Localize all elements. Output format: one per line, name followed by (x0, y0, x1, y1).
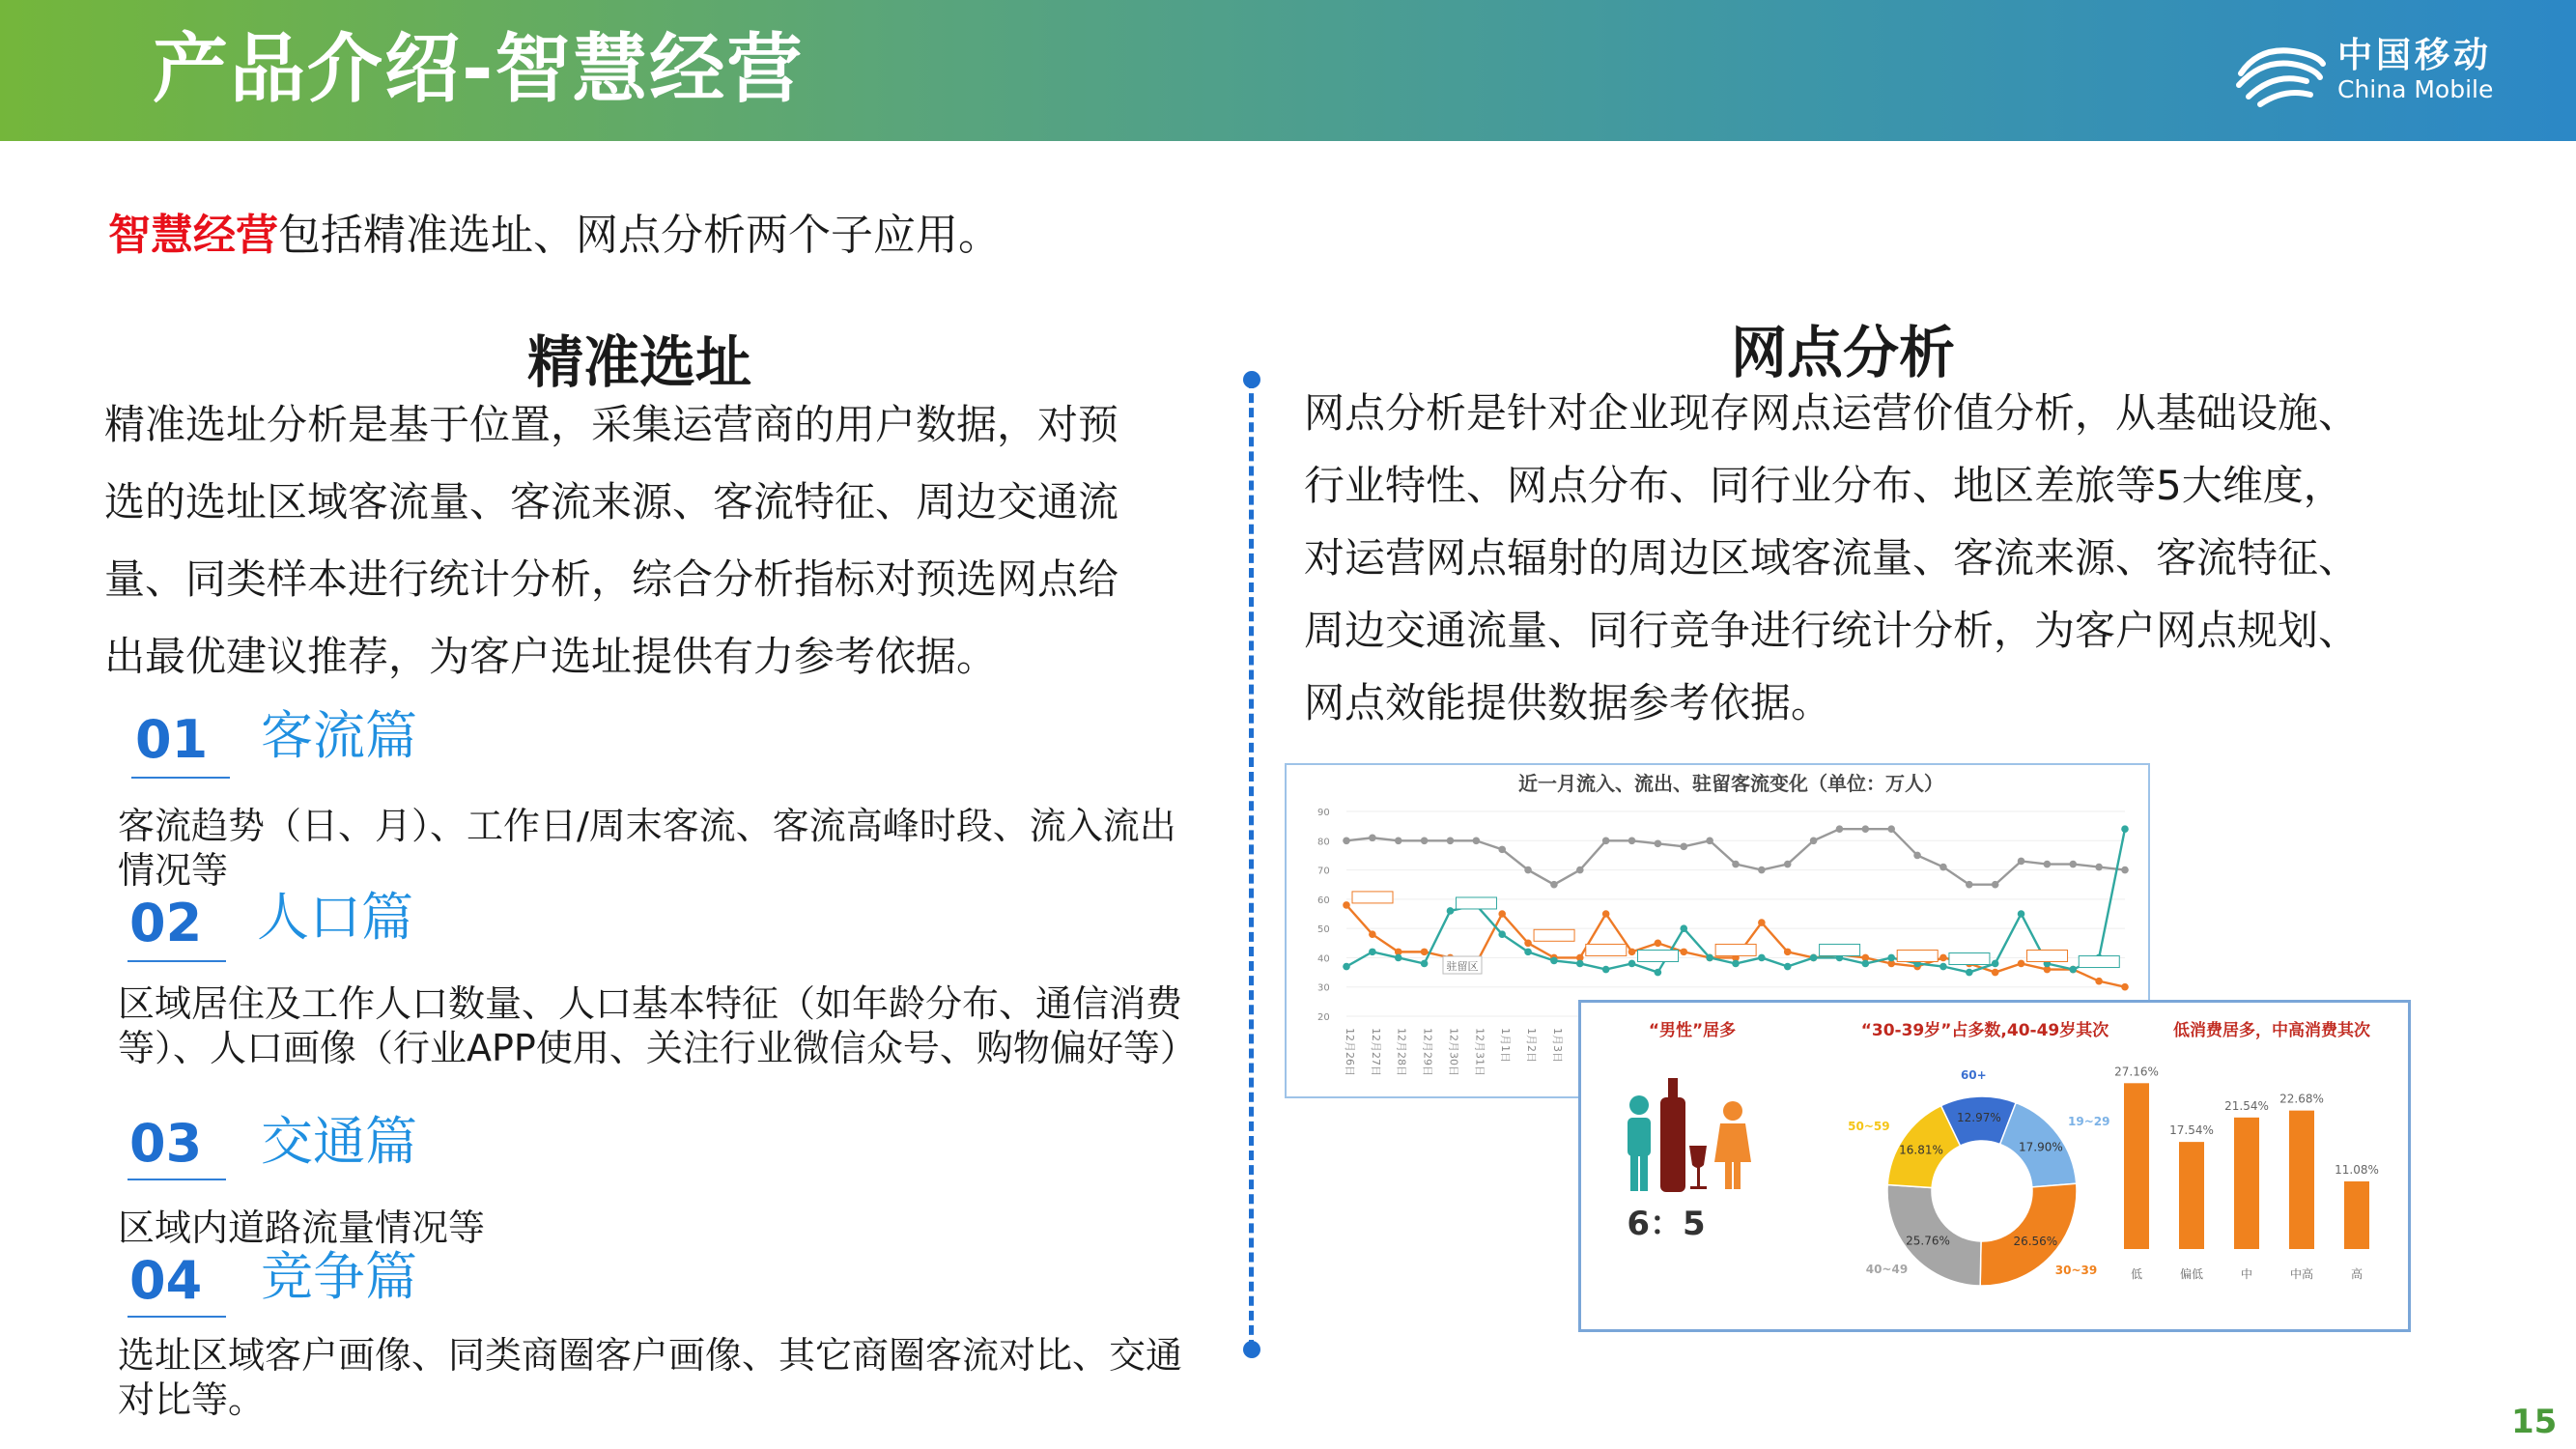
slice-value-label: 12.97% (1957, 1111, 2001, 1125)
data-point (1421, 960, 1429, 968)
data-point (1628, 960, 1636, 968)
right-section-title: 网点分析 (1731, 320, 1956, 385)
x-tick-label: 1月3日 (1550, 1028, 1564, 1063)
annotation-badge (1534, 929, 1574, 941)
data-point (1343, 837, 1350, 844)
bar-value-label: 21.54% (2224, 1098, 2269, 1113)
data-point (1421, 837, 1429, 844)
annotation-badge (2079, 956, 2119, 968)
sub-underline (127, 1316, 226, 1318)
age-chart-title: “30-39岁”占多数,40-49岁其次 (1860, 1021, 2109, 1040)
bar-value-label: 22.68% (2279, 1092, 2324, 1106)
data-point (1369, 930, 1376, 938)
sub-number: 04 (129, 1250, 203, 1311)
data-point (1784, 949, 1792, 956)
data-point (1758, 919, 1766, 926)
data-point (1810, 837, 1818, 844)
data-point (2121, 983, 2129, 991)
sub-underline (127, 1179, 226, 1180)
bar-value-label: 11.08% (2335, 1162, 2379, 1177)
china-mobile-logo-icon (2231, 35, 2328, 112)
data-point (2095, 864, 2103, 871)
data-point (1836, 825, 1844, 833)
data-point (1550, 881, 1558, 889)
x-tick-label: 12月26日 (1344, 1028, 1356, 1076)
slice-category-label: 19~29 (2068, 1115, 2110, 1129)
bar-category-label: 高 (2350, 1267, 2364, 1281)
data-point (1887, 954, 1895, 962)
bar (2344, 1181, 2369, 1249)
female-figure-icon (1714, 1101, 1751, 1189)
data-point (1369, 834, 1376, 841)
data-point (1447, 907, 1455, 915)
data-point (1939, 954, 1947, 962)
slice-category-label: 40~49 (1865, 1263, 1909, 1277)
sub-underline (131, 777, 230, 779)
header-banner (0, 0, 2576, 141)
data-point (1524, 949, 1532, 956)
gender-ratio: 6：5 (1627, 1205, 1706, 1243)
data-point (1655, 939, 1662, 947)
bar (2234, 1118, 2259, 1249)
intro-highlight: 智慧经营 (108, 211, 278, 260)
data-point (1680, 843, 1687, 851)
demographic-panel-svg (1581, 1003, 2408, 1329)
sub-number: 01 (135, 709, 209, 770)
x-tick-label: 12月27日 (1369, 1028, 1382, 1076)
annotation-badge (1715, 944, 1756, 955)
bar-category-label: 中 (2240, 1267, 2253, 1281)
sub-description: 区域居住及工作人口数量、人口基本特征（如年龄分布、通信消费等）、人口画像（行业APP使用、关注行业微信众号、购物偏好等） (118, 982, 1197, 1069)
page-number: 15 (2511, 1403, 2558, 1441)
annotation-badge (1897, 950, 1938, 961)
data-point (2121, 867, 2129, 874)
left-paragraph-line: 出最优建议推荐，为客户选址提供有力参考依据。 (104, 633, 998, 680)
data-point (2018, 960, 2025, 968)
annotation-badge (2027, 950, 2068, 961)
y-tick-label: 20 (1317, 1012, 1330, 1023)
right-paragraph-line: 行业特性、网点分布、同行业分布、地区差旅等5大维度， (1304, 462, 2344, 509)
y-tick-label: 50 (1317, 924, 1330, 936)
divider-dot-bottom (1243, 1341, 1260, 1358)
bar (2124, 1083, 2149, 1249)
slice-value-label: 17.90% (2018, 1140, 2063, 1154)
wine-glass-icon (1689, 1146, 1707, 1189)
data-point (1343, 901, 1350, 909)
data-point (2095, 978, 2103, 985)
sub-name: 人口篇 (257, 887, 413, 948)
gender-title: “男性”居多 (1648, 1021, 1737, 1040)
china-mobile-logo (2231, 35, 2521, 112)
logo-text-cn: 中国移动 (2337, 36, 2493, 75)
data-point (1732, 861, 1740, 868)
data-point (1887, 825, 1895, 833)
data-point (1498, 930, 1506, 938)
annotation-badge (1820, 944, 1860, 955)
data-point (1966, 969, 1973, 977)
y-tick-label: 80 (1317, 837, 1330, 848)
sub-name: 交通篇 (261, 1111, 417, 1172)
data-point (2069, 861, 2077, 868)
annotation-badge (1638, 950, 1679, 961)
data-point (2044, 861, 2052, 868)
y-tick-label: 90 (1317, 808, 1330, 818)
data-point (2018, 858, 2025, 866)
slice-category-label: 50~59 (1848, 1119, 1890, 1133)
data-point (1602, 837, 1610, 844)
data-point (1913, 852, 1921, 860)
data-point (1473, 837, 1481, 844)
x-tick-label: 12月29日 (1421, 1028, 1434, 1076)
data-point (1369, 949, 1376, 956)
bar-category-label: 低 (2130, 1267, 2143, 1281)
series-line (1346, 829, 2125, 885)
data-point (1680, 949, 1687, 956)
y-tick-label: 70 (1317, 866, 1330, 877)
legend-box (1443, 956, 1482, 974)
bar-value-label: 17.54% (2169, 1123, 2214, 1138)
data-point (2018, 910, 2025, 918)
bar-category-label: 中高 (2289, 1267, 2314, 1281)
logo-text-en: China Mobile (2337, 75, 2494, 103)
left-section-title: 精准选址 (527, 329, 752, 395)
data-point (1655, 840, 1662, 848)
data-point (1810, 954, 1818, 962)
y-tick-label: 40 (1317, 953, 1330, 965)
data-point (1395, 954, 1402, 962)
annotation-badge (1949, 953, 1990, 965)
slice-category-label: 60+ (1960, 1068, 1987, 1083)
right-paragraph-line: 网点分析是针对企业现存网点运营价值分析，从基础设施、 (1304, 389, 2360, 437)
column-divider (1249, 379, 1254, 1350)
data-point (1992, 881, 1999, 889)
bar-value-label: 27.16% (2114, 1065, 2159, 1079)
x-tick-label: 1月2日 (1525, 1028, 1539, 1063)
data-point (2121, 825, 2129, 833)
data-point (1655, 969, 1662, 977)
wine-bottle-icon (1660, 1078, 1685, 1192)
data-point (1784, 861, 1792, 868)
data-point (1784, 963, 1792, 971)
left-paragraph-line: 量、同类样本进行统计分析，综合分析指标对预选网点给 (104, 555, 1119, 603)
demographic-panel (1578, 1000, 2411, 1332)
slice-value-label: 25.76% (1906, 1234, 1950, 1248)
sub-underline (127, 960, 226, 962)
chart-title: 近一月流入、流出、驻留客流变化（单位：万人） (1518, 772, 1943, 795)
slice-category-label: 30~39 (2054, 1264, 2098, 1278)
x-tick-label: 12月28日 (1395, 1028, 1408, 1076)
data-point (1524, 867, 1532, 874)
x-tick-label: 12月30日 (1447, 1028, 1460, 1076)
data-point (1602, 910, 1610, 918)
data-point (1498, 910, 1506, 918)
data-point (1550, 957, 1558, 965)
x-tick-label: 1月1日 (1499, 1028, 1513, 1063)
intro-text (108, 207, 1001, 265)
sub-description: 客流趋势（日、月）、工作日/周末客流、客流高峰时段、流入流出情况等 (118, 805, 1176, 892)
sub-number: 03 (129, 1113, 203, 1174)
bar (2179, 1142, 2204, 1249)
consumption-chart-title: 低消费居多，中高消费其次 (2173, 1021, 2370, 1040)
data-point (1758, 867, 1766, 874)
slice-value-label: 16.81% (1899, 1143, 1943, 1157)
data-point (1992, 960, 1999, 968)
data-point (1706, 954, 1713, 962)
data-point (2069, 966, 2077, 974)
data-point (1939, 963, 1947, 971)
data-point (1576, 867, 1584, 874)
x-tick-label: 12月31日 (1473, 1028, 1486, 1076)
data-point (1992, 969, 1999, 977)
data-point (1758, 954, 1766, 962)
annotation-badge (1456, 897, 1496, 909)
data-point (1939, 864, 1947, 871)
data-point (1447, 837, 1455, 844)
y-tick-label: 30 (1317, 982, 1330, 994)
data-point (1524, 939, 1532, 947)
data-point (1498, 846, 1506, 854)
data-point (1706, 837, 1713, 844)
legend-box-label: 驻留区 (1446, 960, 1479, 973)
bar (2289, 1111, 2314, 1249)
sub-description: 选址区域客户画像、同类商圈客户画像、其它商圈客流对比、交通对比等。 (118, 1334, 1183, 1421)
sub-name: 竞争篇 (261, 1246, 417, 1307)
data-point (1421, 949, 1429, 956)
data-point (1862, 825, 1870, 833)
data-point (1343, 963, 1350, 971)
left-paragraph-line: 选的选址区域客流量、客流来源、客流特征、周边交通流 (104, 478, 1119, 526)
page-title: 产品介绍-智慧经营 (153, 26, 805, 113)
data-point (1966, 881, 1973, 889)
data-point (1680, 924, 1687, 932)
data-point (1395, 837, 1402, 844)
left-paragraph-line: 精准选址分析是基于位置，采集运营商的用户数据，对预 (104, 401, 1119, 448)
sub-number: 02 (129, 893, 203, 953)
intro-rest: 包括精准选址、网点分析两个子应用。 (278, 211, 1001, 260)
right-paragraph-line: 网点效能提供数据参考依据。 (1304, 679, 1832, 726)
data-point (1732, 960, 1740, 968)
annotation-badge (1586, 944, 1627, 955)
sub-description: 区域内道路流量情况等 (118, 1207, 486, 1249)
bar-category-label: 偏低 (2179, 1267, 2204, 1281)
data-point (1576, 960, 1584, 968)
slice-value-label: 26.56% (2013, 1235, 2058, 1249)
sub-name: 客流篇 (261, 705, 417, 766)
male-figure-icon (1628, 1095, 1651, 1191)
data-point (1862, 960, 1870, 968)
data-point (1602, 966, 1610, 974)
y-tick-label: 60 (1317, 895, 1330, 906)
right-paragraph-line: 周边交通流量、同行竞争进行统计分析，为客户网点规划、 (1304, 607, 2360, 654)
data-point (1628, 949, 1636, 956)
right-paragraph-line: 对运营网点辐射的周边区域客流量、客流来源、客流特征、 (1304, 534, 2360, 582)
annotation-badge (1352, 892, 1393, 903)
data-point (1628, 837, 1636, 844)
